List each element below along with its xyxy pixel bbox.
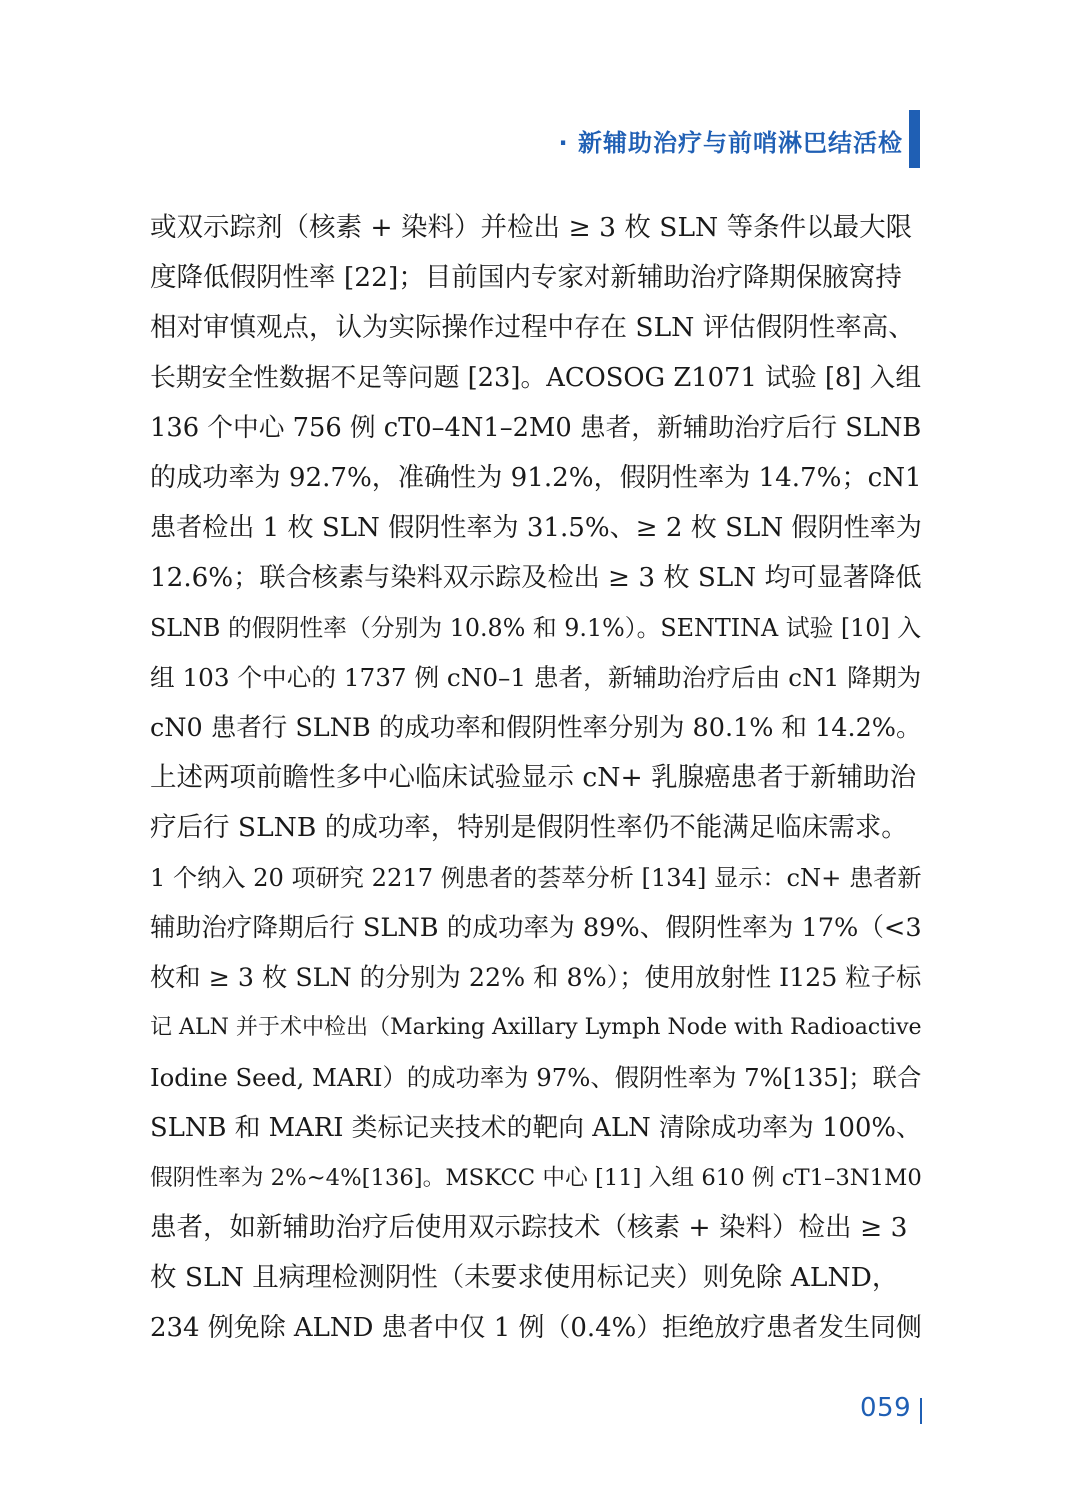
text-line: 组 103 个中心的 1737 例 cN0–1 患者，新辅助治疗后由 cN1 降期为 [150, 663, 922, 692]
text-line: 上述两项前瞻性多中心临床试验显示 cN+ 乳腺癌患者于新辅助治 [150, 762, 917, 793]
text-line: 1 个纳入 20 项研究 2217 例患者的荟萃分析 [134] 显示：cN+ 患者新 [150, 864, 922, 892]
text-line: 枚和 ≥ 3 枚 SLN 的分别为 22% 和 8%）；使用放射性 I125 粒子标 [150, 963, 922, 992]
text-line: 疗后行 SLNB 的成功率，特别是假阴性率仍不能满足临床需求。 [150, 812, 908, 843]
text-line: 患者，如新辅助治疗后使用双示踪技术（核素 + 染料）检出 ≥ 3 [150, 1212, 908, 1243]
text-line: cN0 患者行 SLNB 的成功率和假阴性率分别为 80.1% 和 14.2%。 [150, 713, 922, 743]
text-line: 记 ALN 并于术中检出（Marking Axillary Lymph Node with Radioactive [150, 1015, 922, 1040]
text-line: Iodine Seed, MARI）的成功率为 97%、假阴性率为 7%[135]；联合 [150, 1063, 922, 1092]
text-line: 辅助治疗降期后行 SLNB 的成功率为 89%、假阴性率为 17%（<3 [150, 913, 922, 943]
text-line: 长期安全性数据不足等问题 [23]。ACOSOG Z1071 试验 [8] 入组 [150, 363, 922, 393]
text-line: 患者检出 1 枚 SLN 假阴性率为 31.5%、≥ 2 枚 SLN 假阴性率为 [150, 513, 922, 543]
page-number: 059 [860, 1393, 912, 1423]
text-line: 假阴性率为 2%~4%[136]。MSKCC 中心 [11] 入组 610 例 cT1–3N1M0 [150, 1165, 922, 1191]
page-number-divider [920, 1398, 922, 1424]
text-line: 的成功率为 92.7%，准确性为 91.2%，假阴性率为 14.7%；cN1 [150, 463, 922, 493]
text-line: 136 个中心 756 例 cT0–4N1–2M0 患者，新辅助治疗后行 SLNB [150, 413, 922, 443]
text-line: 或双示踪剂（核素 + 染料）并检出 ≥ 3 枚 SLN 等条件以最大限 [150, 212, 913, 243]
running-header [559, 118, 903, 162]
text-line: SLNB 的假阴性率（分别为 10.8% 和 9.1%）。SENTINA 试验 [10] 入 [150, 614, 922, 642]
header-accent-bar [909, 110, 920, 168]
text-line: 度降低假阴性率 [22]；目前国内专家对新辅助治疗降期保腋窝持 [150, 262, 902, 293]
text-line: 相对审慎观点，认为实际操作过程中存在 SLN 评估假阴性率高、 [150, 312, 915, 343]
text-line: SLNB 和 MARI 类标记夹技术的靶向 ALN 清除成功率为 100%、 [150, 1113, 922, 1143]
text-line: 枚 SLN 且病理检测阴性（未要求使用标记夹）则免除 ALND， [150, 1262, 899, 1293]
text-line: 234 例免除 ALND 患者中仅 1 例（0.4%）拒绝放疗患者发生同侧 [150, 1313, 922, 1343]
running-header-title: · 新辅助治疗与前哨淋巴结活检 [558, 128, 903, 157]
text-line: 12.6%；联合核素与染料双示踪及检出 ≥ 3 枚 SLN 均可显著降低 [150, 563, 922, 593]
body-text [150, 203, 922, 1353]
